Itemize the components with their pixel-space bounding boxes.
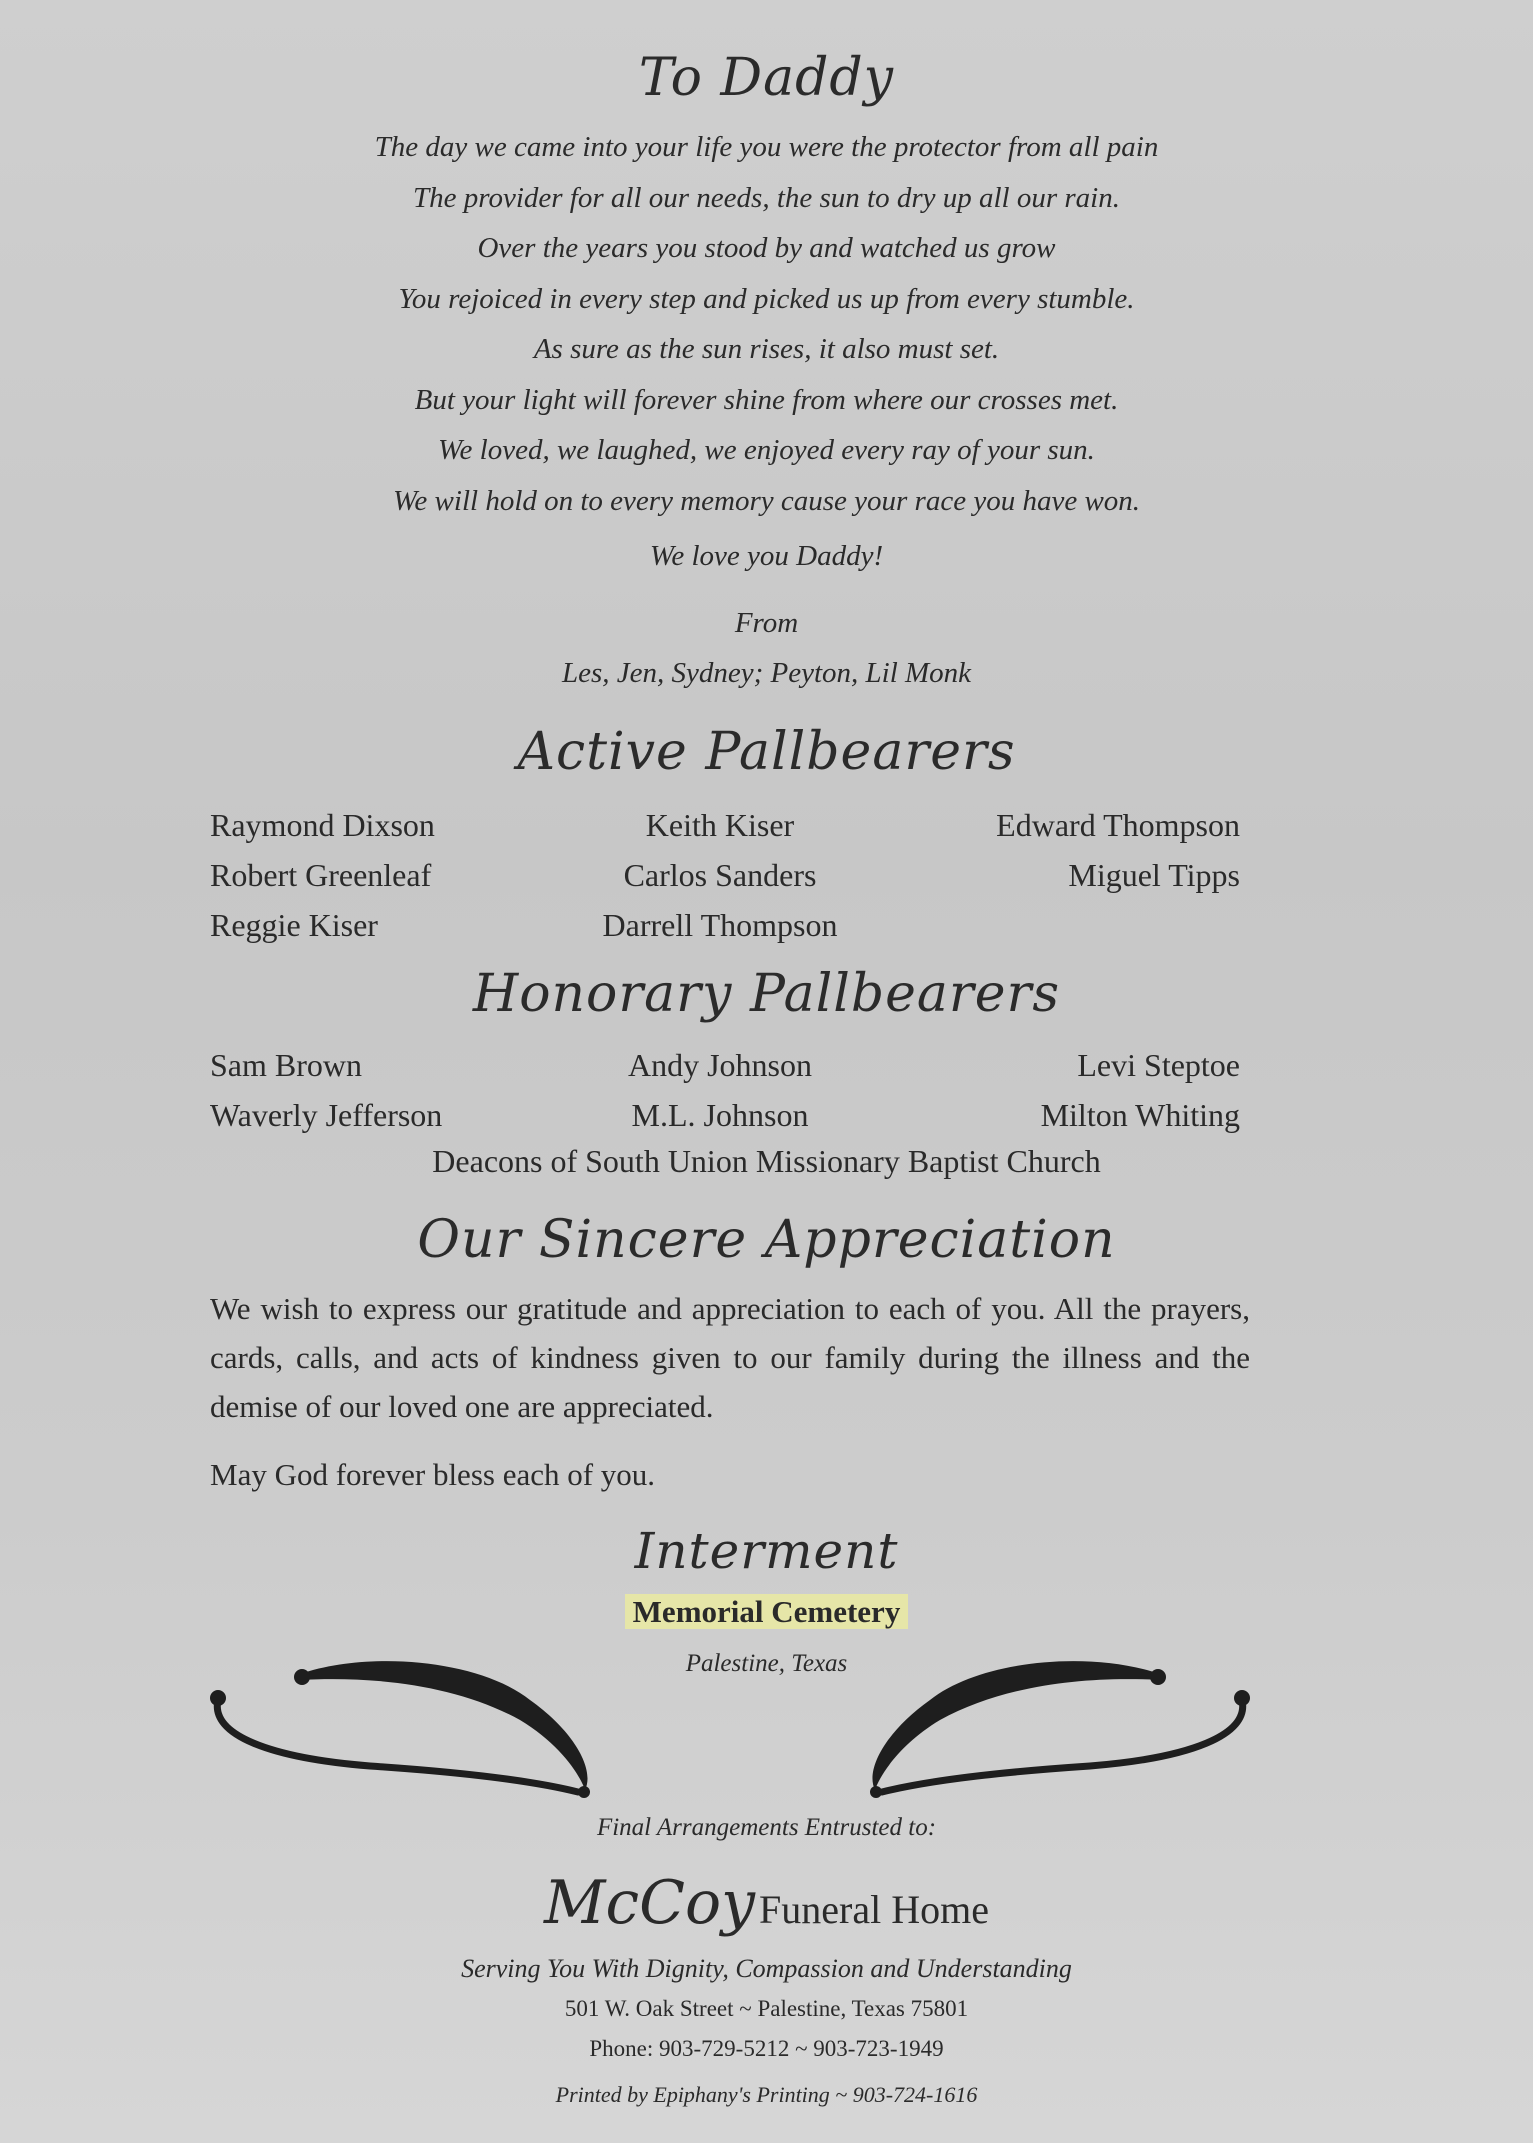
pallbearer-name: Sam Brown xyxy=(210,1047,362,1083)
list-row xyxy=(210,800,1240,850)
right-flourish-ornament xyxy=(840,1640,1260,1800)
cemetery-name-text: Memorial Cemetery xyxy=(625,1594,909,1629)
list-row xyxy=(210,1090,1240,1140)
entrusted-line: Final Arrangements Entrusted to: xyxy=(596,1814,937,1841)
appreciation-paragraph: We wish to express our gratitude and appreciation to each of you. All the prayers, cards, calls, and acts of kindness given to our family during the illness and the demise of our loved one are appreciated. xyxy=(210,1291,1250,1424)
honorary-pallbearers-list xyxy=(210,1040,1240,1140)
cemetery-location: Palestine, Texas xyxy=(685,1650,848,1677)
poem-body xyxy=(0,122,1533,526)
pallbearer-name: Reggie Kiser xyxy=(210,907,378,943)
pallbearer-name: Andy Johnson xyxy=(627,1047,812,1083)
poem-line: The day we came into your life you were the protector from all pain xyxy=(374,131,1159,163)
funeral-home-name-rest: Funeral Home xyxy=(759,1887,989,1932)
poem-closing: We love you Daddy! xyxy=(649,540,884,572)
blessing-line: May God forever bless each of you. xyxy=(210,1457,656,1492)
pallbearer-name: Darrell Thompson xyxy=(602,907,838,943)
poem-line: You rejoiced in every step and picked us up from every stumble. xyxy=(398,282,1135,315)
printer-credit: Printed by Epiphany's Printing ~ 903-724-1616 xyxy=(555,2082,978,2107)
pallbearer-name: Miguel Tipps xyxy=(1068,857,1240,893)
funeral-home-tagline: Serving You With Dignity, Compassion and Understanding xyxy=(461,1954,1072,1983)
pallbearer-name: M.L. Johnson xyxy=(631,1097,809,1133)
list-row xyxy=(210,850,1240,900)
poem-line: We will hold on to every memory cause your race you have won. xyxy=(392,484,1141,517)
poem-line: As sure as the sun rises, it also must set. xyxy=(533,333,1000,365)
pallbearer-name: Levi Steptoe xyxy=(1077,1047,1240,1083)
pallbearer-name: Keith Kiser xyxy=(645,807,795,843)
list-row xyxy=(210,1040,1240,1090)
active-pallbearers-heading: Active Pallbearers xyxy=(517,722,1016,782)
poem-line: We loved, we laughed, we enjoyed every ray of your sun. xyxy=(438,434,1095,466)
poem-line: The provider for all our needs, the sun to dry up all our rain. xyxy=(413,181,1120,214)
pallbearer-name: Edward Thompson xyxy=(996,807,1240,843)
poem-line: Over the years you stood by and watched us grow xyxy=(477,232,1056,264)
honorary-pallbearers-heading: Honorary Pallbearers xyxy=(472,964,1061,1024)
list-row xyxy=(210,900,1240,950)
pallbearer-name: Carlos Sanders xyxy=(623,857,817,893)
funeral-home-phone: Phone: 903-729-5212 ~ 903-723-1949 xyxy=(589,2036,944,2061)
funeral-home-name-script: McCoy xyxy=(544,1868,755,1938)
pallbearer-name: Milton Whiting xyxy=(1040,1097,1240,1133)
pallbearer-name xyxy=(900,900,1240,950)
from-label: From xyxy=(734,607,799,639)
left-flourish-ornament xyxy=(200,1640,620,1800)
pallbearer-name: Raymond Dixson xyxy=(210,807,435,843)
funeral-home-name xyxy=(0,1868,1533,1938)
poem-title: To Daddy xyxy=(638,48,895,108)
appreciation-heading: Our Sincere Appreciation xyxy=(417,1210,1116,1270)
interment-heading: Interment xyxy=(634,1522,899,1580)
cemetery-name xyxy=(0,1594,1533,1630)
poem-line: But your light will forever shine from where our crosses met. xyxy=(414,383,1119,416)
deacons-line: Deacons of South Union Missionary Baptist Church xyxy=(432,1143,1101,1179)
from-names: Les, Jen, Sydney; Peyton, Lil Monk xyxy=(561,657,972,689)
funeral-home-address: 501 W. Oak Street ~ Palestine, Texas 75801 xyxy=(564,1996,969,2021)
pallbearer-name: Waverly Jefferson xyxy=(210,1097,443,1133)
active-pallbearers-list xyxy=(210,800,1240,950)
pallbearer-name: Robert Greenleaf xyxy=(210,857,432,893)
